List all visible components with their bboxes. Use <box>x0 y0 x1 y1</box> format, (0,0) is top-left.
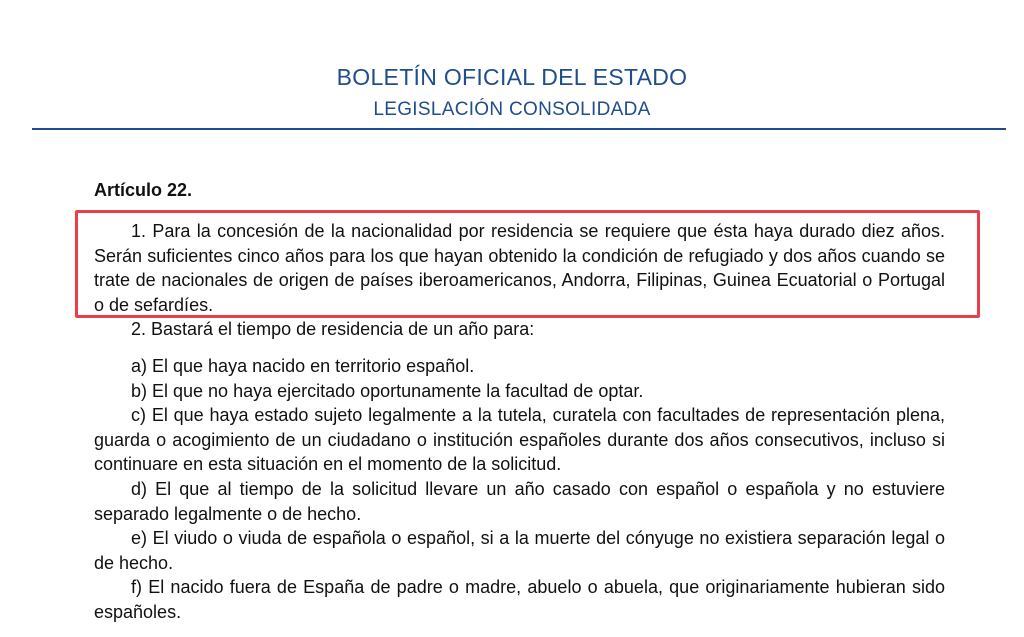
item-f: f) El nacido fuera de España de padre o madre, abuelo o abuela, que originariamente hubieran sido españoles. <box>94 577 945 622</box>
article-heading: Artículo 22. <box>94 180 193 200</box>
paragraph-2: 2. Bastará el tiempo de residencia de un año para: <box>131 319 535 339</box>
item-c: c) El que haya estado sujeto legalmente a la tutela, curatela con facultades de representación plena, guarda o acogimiento de un ciudadano o institución españoles durante dos años consecutivos, incluso si continuare en esta situación en el momento de la solicitud. <box>94 405 945 474</box>
header-divider <box>32 128 1006 130</box>
item-a: a) El que haya nacido en territorio español. <box>131 356 475 376</box>
item-e: e) El viudo o viuda de española o español, si a la muerte del cónyuge no existiera separación legal o de hecho. <box>94 528 945 573</box>
paragraph-1: 1. Para la concesión de la nacionalidad por residencia se requiere que ésta haya durado diez años. Serán suficientes cinco años para los que hayan obtenido la condición de refugiado y dos años cuando se trate de nacionales de origen de países iberoamericanos, Andorra, Filipinas, Guinea Ecuatorial o Portugal o de sefardíes. <box>94 221 945 315</box>
highlight-box <box>75 210 980 318</box>
item-b: b) El que no haya ejercitado oportunamente la facultad de optar. <box>131 381 644 401</box>
publication-subtitle: LEGISLACIÓN CONSOLIDADA <box>373 99 651 120</box>
item-d: d) El que al tiempo de la solicitud llevare un año casado con español o española y no estuviere separado legalmente o de hecho. <box>94 479 945 524</box>
publication-title: BOLETÍN OFICIAL DEL ESTADO <box>336 64 688 90</box>
